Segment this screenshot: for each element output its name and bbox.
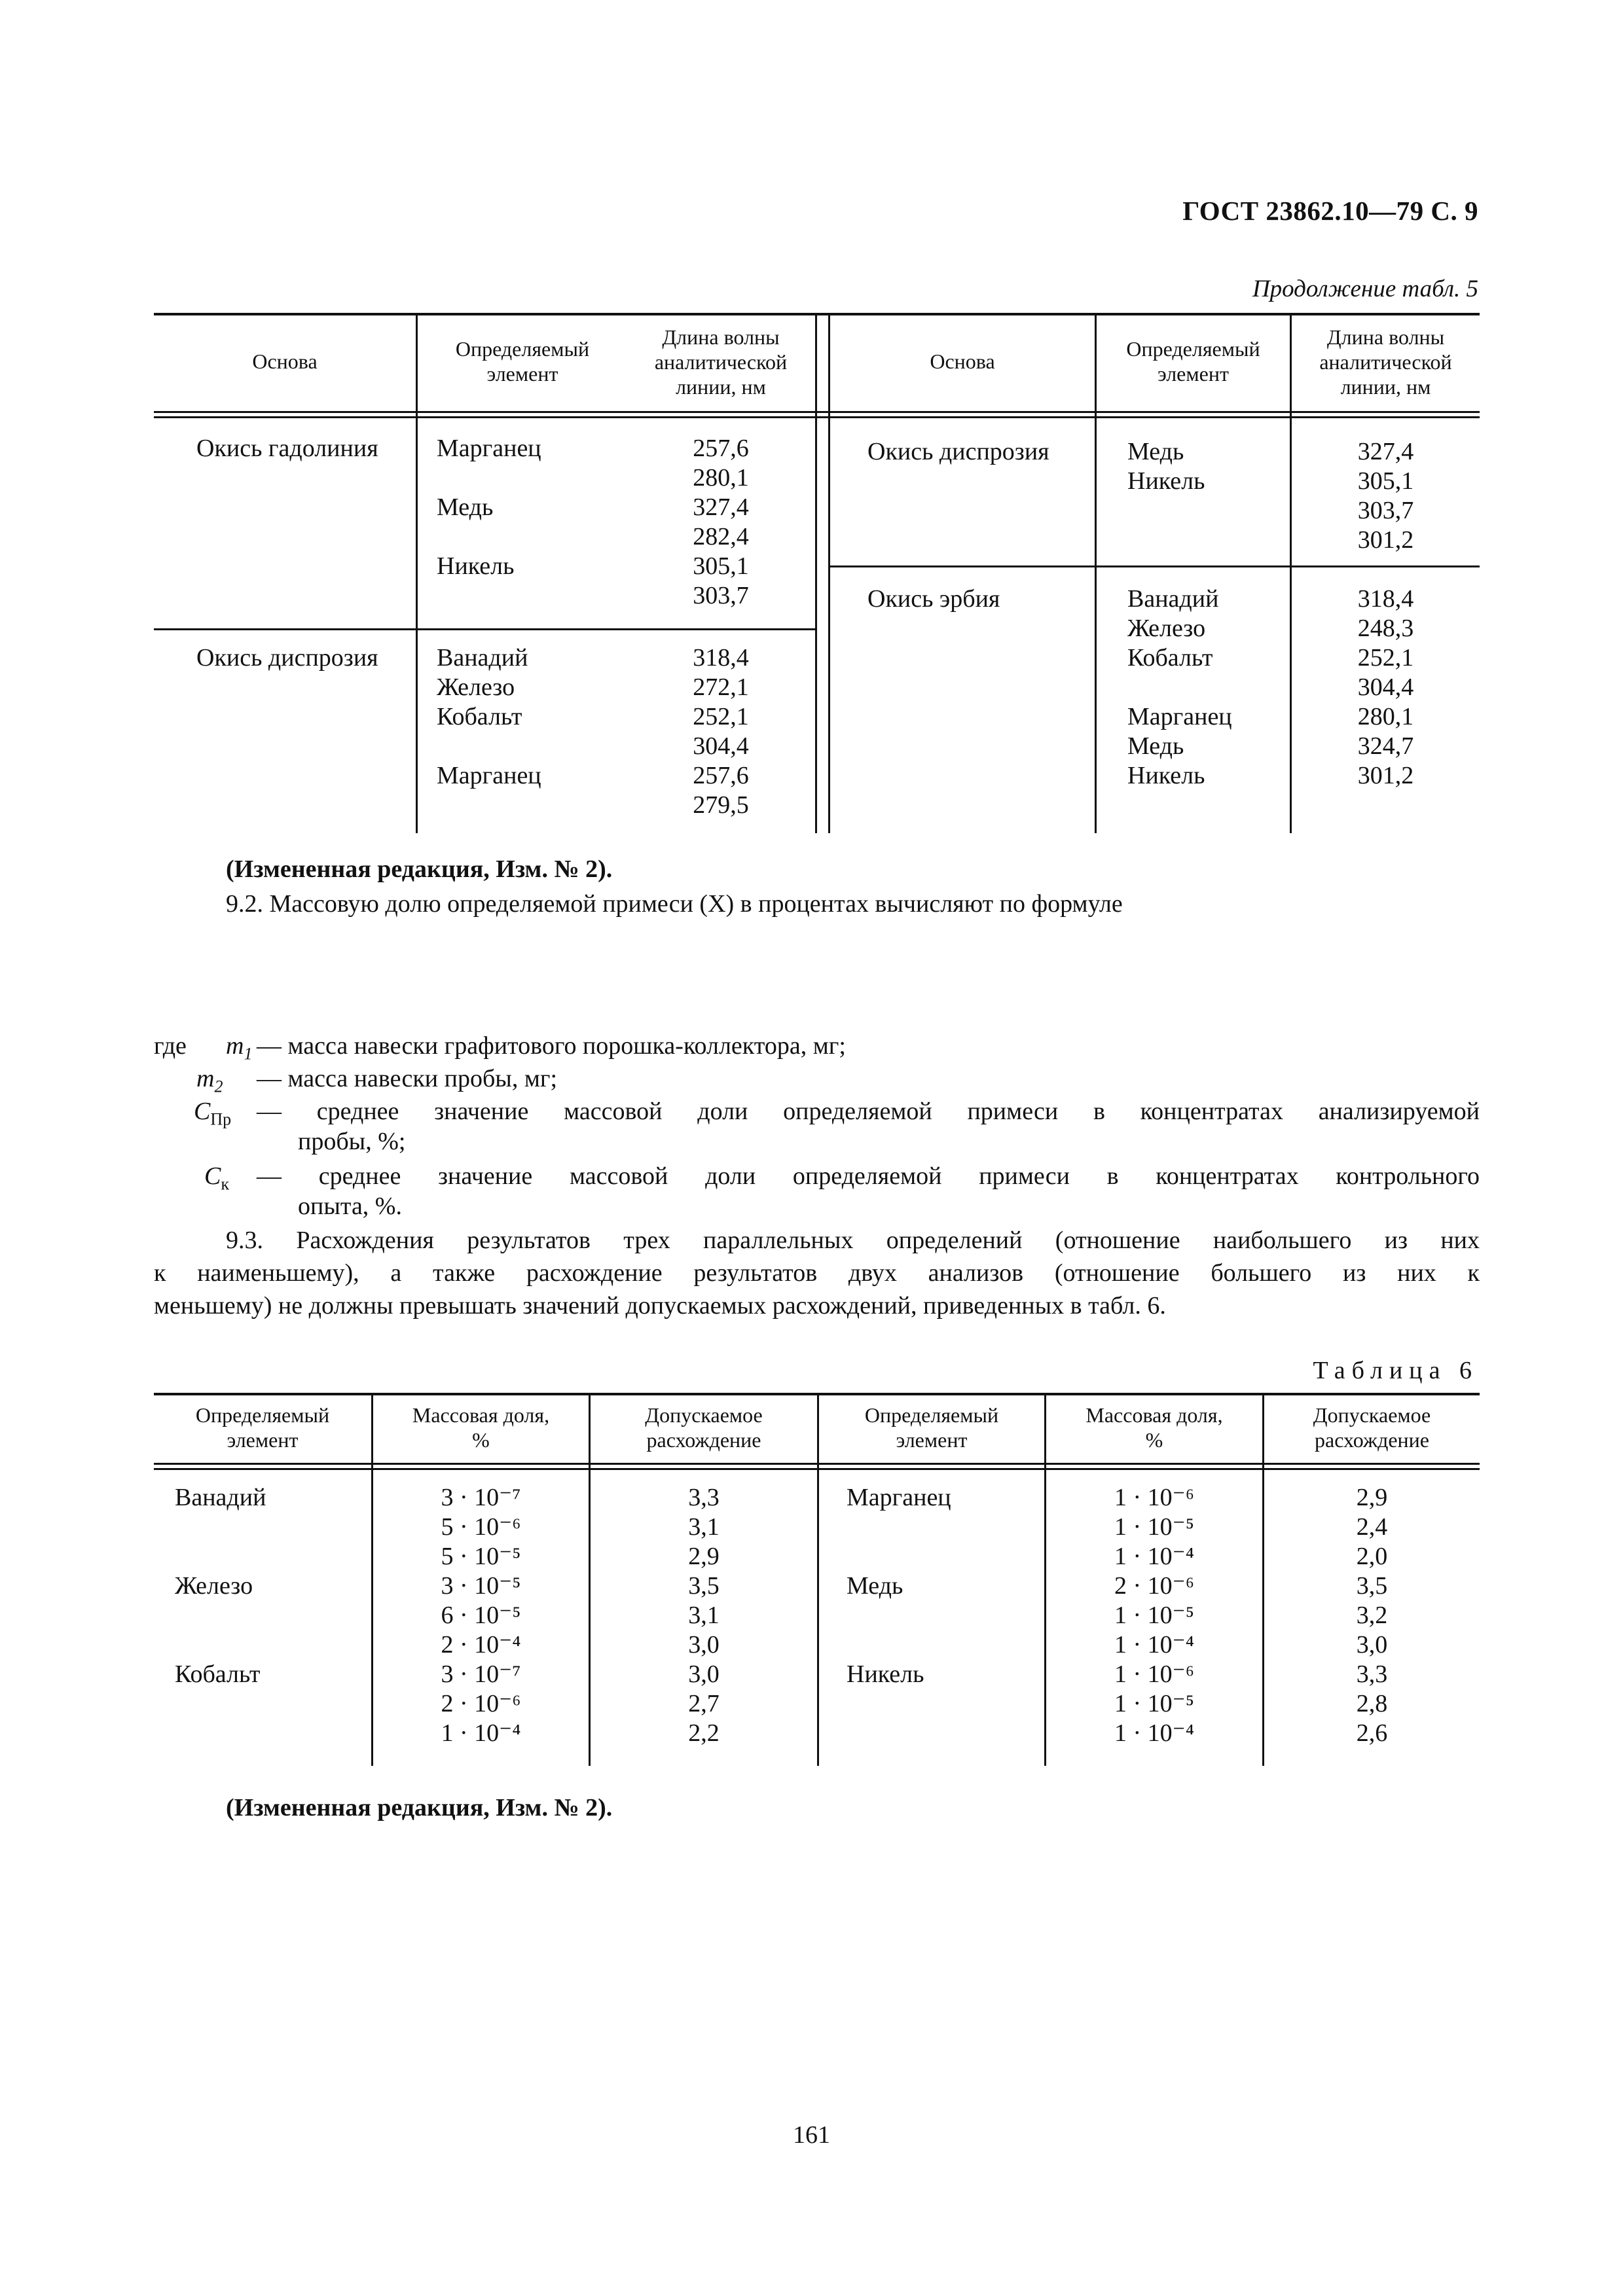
table6-header-element: Определяемый элемент xyxy=(195,1403,330,1452)
table6-header-tolerance: Допускаемое расхождение xyxy=(645,1403,763,1452)
table6 xyxy=(154,1393,1480,1766)
paragraph-9-2: 9.2. Массовую долю определяемой примеси (X) в процентах вычисляют по формуле xyxy=(226,890,1123,918)
table5-value-cell: 327,4 305,1 303,7 301,2 xyxy=(1357,438,1414,554)
table6-caption: Таблица 6 xyxy=(1313,1357,1478,1384)
table6-header-tolerance: Допускаемое расхождение xyxy=(1313,1403,1431,1452)
legend-ck-text: — среднее значение массовой доли определяемой примеси в концентратах контрольного xyxy=(257,1162,1480,1190)
amendment-note: (Измененная редакция, Изм. № 2). xyxy=(226,855,613,883)
table6-header-element: Определяемый элемент xyxy=(864,1403,999,1452)
table6-tolerance-cell: 3,3 3,1 2,9 3,5 3,1 3,0 3,0 2,7 2,2 xyxy=(688,1484,720,1747)
legend-m2-text: — масса навески пробы, мг; xyxy=(257,1065,558,1092)
table5-element-cell: Марганец Медь Никель xyxy=(437,435,541,580)
legend-where: где xyxy=(154,1032,187,1060)
table5-header-base: Основа xyxy=(930,350,995,373)
table5 xyxy=(154,313,1480,833)
legend-cpr-symbol xyxy=(194,1095,231,1136)
page-number: 161 xyxy=(793,2121,830,2149)
legend-cpr-letter: C xyxy=(194,1098,211,1125)
table5-col-rule xyxy=(815,313,817,833)
table5-element-cell: Ванадий Железо Кобальт Марганец Медь Никель xyxy=(1127,585,1232,789)
table5-col-rule xyxy=(828,313,830,833)
legend-ck-sub: к xyxy=(221,1174,229,1194)
legend-ck-letter: C xyxy=(204,1162,221,1190)
table5-header-wavelength: Длина волны аналитической линии, нм xyxy=(1319,325,1452,399)
table5-base-cell: Окись гадолиния xyxy=(196,435,378,462)
table6-header-mass: Массовая доля, % xyxy=(1085,1403,1223,1452)
page-header: ГОСТ 23862.10—79 С. 9 xyxy=(1182,196,1478,226)
table5-right-group-rule xyxy=(828,565,1480,567)
table5-value-cell: 318,4 272,1 252,1 304,4 257,6 279,5 xyxy=(693,644,749,819)
table5-header-element: Определяемый элемент xyxy=(455,337,590,386)
table5-base-cell: Окись диспрозия xyxy=(867,438,1049,465)
table5-continuation: Продолжение табл. 5 xyxy=(1252,276,1478,302)
legend-cpr-text-cont: пробы, %; xyxy=(298,1128,406,1155)
table6-element-cell: Ванадий Железо Кобальт xyxy=(175,1484,266,1688)
table6-mass-cell: 1 · 10⁻⁶ 1 · 10⁻⁵ 1 · 10⁻⁴ 2 · 10⁻⁶ 1 · 10⁻⁵ 1 · 10⁻⁴ 1 · 10⁻⁶ 1 · 10⁻⁵ 1 · 10⁻⁴ xyxy=(1114,1484,1194,1747)
table5-value-cell: 257,6 280,1 327,4 282,4 305,1 303,7 xyxy=(693,435,749,609)
legend-m1-text: — масса навески графитового порошка-коллектора, мг; xyxy=(257,1032,846,1060)
legend-cpr-sub: Пр xyxy=(210,1109,232,1129)
paragraph-9-3-line2: к наименьшему), а также расхождение результатов двух анализов (отношение большего из них к xyxy=(154,1259,1480,1287)
legend-m1-letter: m xyxy=(226,1032,244,1060)
legend-cpr-text: — среднее значение массовой доли определяемой примеси в концентратах анализируемой xyxy=(257,1098,1480,1125)
table5-element-cell: Медь Никель xyxy=(1127,438,1205,495)
table5-element-cell: Ванадий Железо Кобальт Марганец xyxy=(437,644,541,789)
legend-ck-symbol xyxy=(204,1160,229,1201)
table6-header-mass: Массовая доля, % xyxy=(412,1403,550,1452)
legend-m2-sub: 2 xyxy=(214,1077,223,1096)
table6-tolerance-cell: 2,9 2,4 2,0 3,5 3,2 3,0 3,3 2,8 2,6 xyxy=(1356,1484,1388,1747)
paragraph-9-3-line3: меньшему) не должны превышать значений допускаемых расхождений, приведенных в табл. 6. xyxy=(154,1292,1166,1319)
legend-m1-symbol xyxy=(226,1030,252,1071)
table5-base-cell: Окись диспрозия xyxy=(196,644,378,672)
table5-col-rule xyxy=(416,313,418,833)
table5-value-cell: 318,4 248,3 252,1 304,4 280,1 324,7 301,2 xyxy=(1357,585,1414,789)
table5-header-base: Основа xyxy=(252,350,318,373)
table5-col-rule xyxy=(1095,313,1097,833)
table5-left-group-rule xyxy=(154,628,815,630)
legend-m1-sub: 1 xyxy=(244,1044,253,1064)
table6-mass-cell: 3 · 10⁻⁷ 5 · 10⁻⁶ 5 · 10⁻⁵ 3 · 10⁻⁵ 6 · 10⁻⁵ 2 · 10⁻⁴ 3 · 10⁻⁷ 2 · 10⁻⁶ 1 · 10⁻⁴ xyxy=(441,1484,521,1747)
table5-header-element: Определяемый элемент xyxy=(1126,337,1260,386)
amendment-note: (Измененная редакция, Изм. № 2). xyxy=(226,1794,613,1821)
table5-base-cell: Окись эрбия xyxy=(867,585,1000,613)
table5-header-wavelength: Длина волны аналитической линии, нм xyxy=(654,325,788,399)
legend-ck-text-cont: опыта, %. xyxy=(298,1193,402,1220)
legend-m2-letter: m xyxy=(196,1065,215,1092)
paragraph-9-3-line1: 9.3. Расхождения результатов трех параллельных определений (отношение наибольшего из них xyxy=(226,1227,1480,1254)
table6-element-cell: Марганец Медь Никель xyxy=(847,1484,951,1688)
